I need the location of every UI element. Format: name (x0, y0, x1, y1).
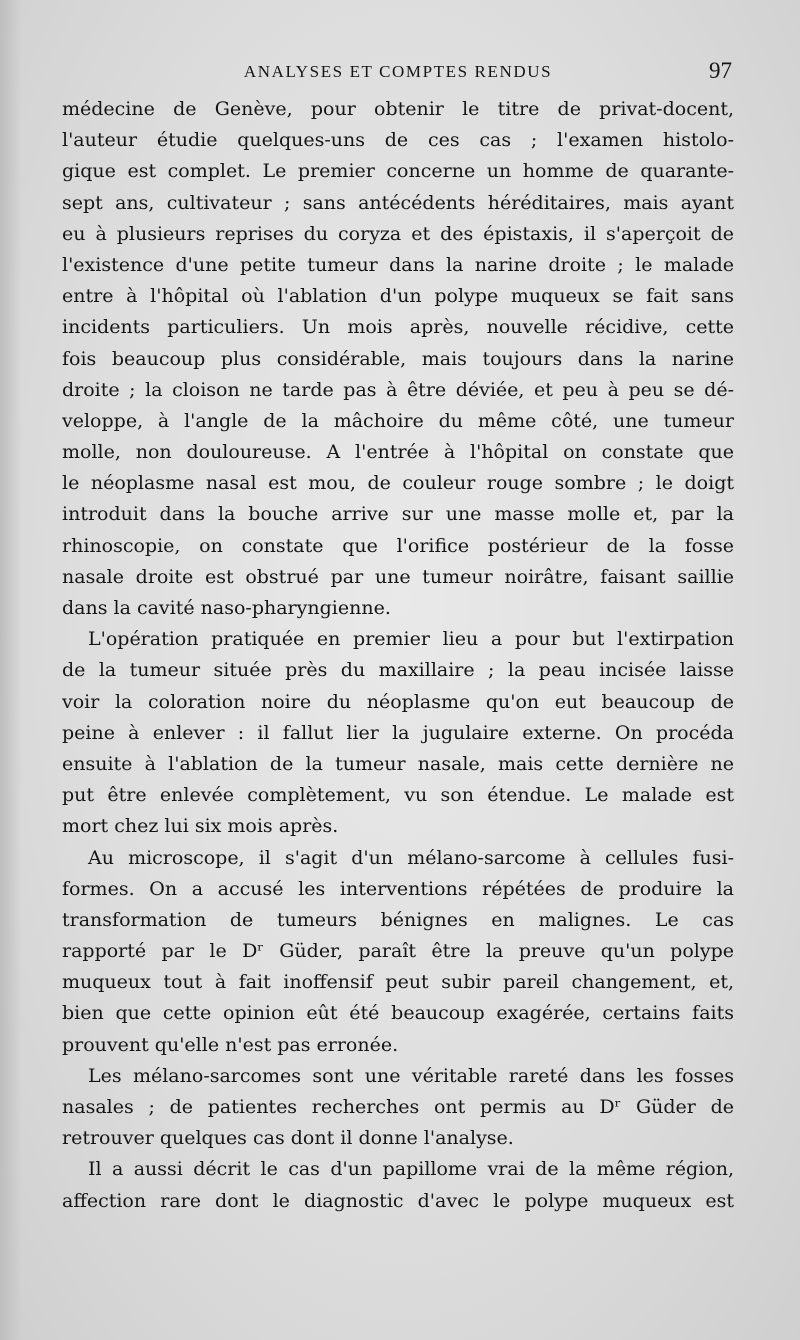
paragraph (62, 624, 734, 842)
text-line: ensuite à l'ablation de la tumeur nasale, mais cette dernière ne (62, 752, 734, 775)
text-line: gique est complet. Le premier concerne un homme de quarante- (62, 160, 734, 183)
body-text (62, 94, 734, 1217)
running-head: ANALYSES ET COMPTES RENDUS (243, 62, 553, 81)
text-line: transformation de tumeurs bénignes en malignes. Le cas (62, 908, 734, 931)
text-line: introduit dans la bouche arrive sur une masse molle et, par la (62, 503, 734, 526)
text-line: retrouver quelques cas dont il donne l'analyse. (62, 1127, 514, 1150)
paragraph (62, 843, 734, 1061)
text-line: put être enlevée complètement, vu son étendue. Le malade est (62, 784, 734, 807)
text-line: muqueux tout à fait inoffensif peut subir pareil changement, et, (62, 971, 734, 994)
text-line: peine à enlever : il fallut lier la jugulaire externe. On procéda (62, 721, 734, 744)
text-line: molle, non douloureuse. A l'entrée à l'hôpital on constate que (62, 441, 734, 464)
text-line: incidents particuliers. Un mois après, nouvelle récidive, cette (62, 316, 734, 339)
paragraph (62, 1154, 734, 1216)
text-line: mort chez lui six mois après. (62, 815, 339, 838)
page-gutter-shadow (0, 0, 22, 1340)
text-line: médecine de Genève, pour obtenir le titre de privat-docent, (62, 98, 734, 120)
text-line: prouvent qu'elle n'est pas erronée. (62, 1033, 399, 1056)
text-line: fois beaucoup plus considérable, mais toujours dans la narine (62, 347, 734, 370)
text-line: veloppe, à l'angle de la mâchoire du même côté, une tumeur (62, 409, 734, 432)
text-line: eu à plusieurs reprises du coryza et des épistaxis, il s'aperçoit de (62, 222, 734, 245)
text-line: L'opération pratiquée en premier lieu a pour but l'extirpation (88, 628, 734, 651)
text-line: l'auteur étudie quelques-uns de ces cas ; l'examen histolo- (62, 129, 734, 152)
page-number: 97 (709, 58, 732, 83)
text-line: Il a aussi décrit le cas d'un papillome vrai de la même région, (88, 1158, 734, 1181)
text-line: entre à l'hôpital où l'ablation d'un polype muqueux se fait sans (62, 285, 734, 308)
paragraph (62, 1061, 734, 1155)
text-line: nasale droite est obstrué par une tumeur noirâtre, faisant saillie (62, 565, 734, 588)
text-line: Les mélano-sarcomes sont une véritable rareté dans les fosses (88, 1064, 734, 1087)
text-line: le néoplasme nasal est mou, de couleur rouge sombre ; le doigt (62, 472, 734, 495)
page-header (60, 58, 736, 88)
text-line: sept ans, cultivateur ; sans antécédents héréditaires, mais ayant (62, 191, 734, 214)
text-line: formes. On a accusé les interventions répétées de produire la (62, 877, 734, 900)
text-line: de la tumeur située près du maxillaire ; la peau incisée laisse (62, 659, 734, 682)
text-line: dans la cavité naso-pharyngienne. (62, 597, 391, 619)
text-line: bien que cette opinion eût été beaucoup exagérée, certains faits (62, 1002, 734, 1025)
text-line: voir la coloration noire du néoplasme qu'on eut beaucoup de (62, 690, 734, 713)
text-line: rapporté par le Dʳ Güder, paraît être la preuve qu'un polype (62, 940, 734, 963)
paragraph (62, 94, 734, 624)
text-line: l'existence d'une petite tumeur dans la narine droite ; le malade (62, 253, 734, 276)
text-line: droite ; la cloison ne tarde pas à être déviée, et peu à peu se dé- (62, 378, 734, 401)
text-line: rhinoscopie, on constate que l'orifice postérieur de la fosse (62, 534, 734, 557)
text-line: affection rare dont le diagnostic d'avec le polype muqueux est (62, 1189, 734, 1212)
text-line: Au microscope, il s'agit d'un mélano-sarcome à cellules fusi- (88, 846, 734, 869)
text-line: nasales ; de patientes recherches ont permis au Dʳ Güder de (62, 1096, 734, 1118)
